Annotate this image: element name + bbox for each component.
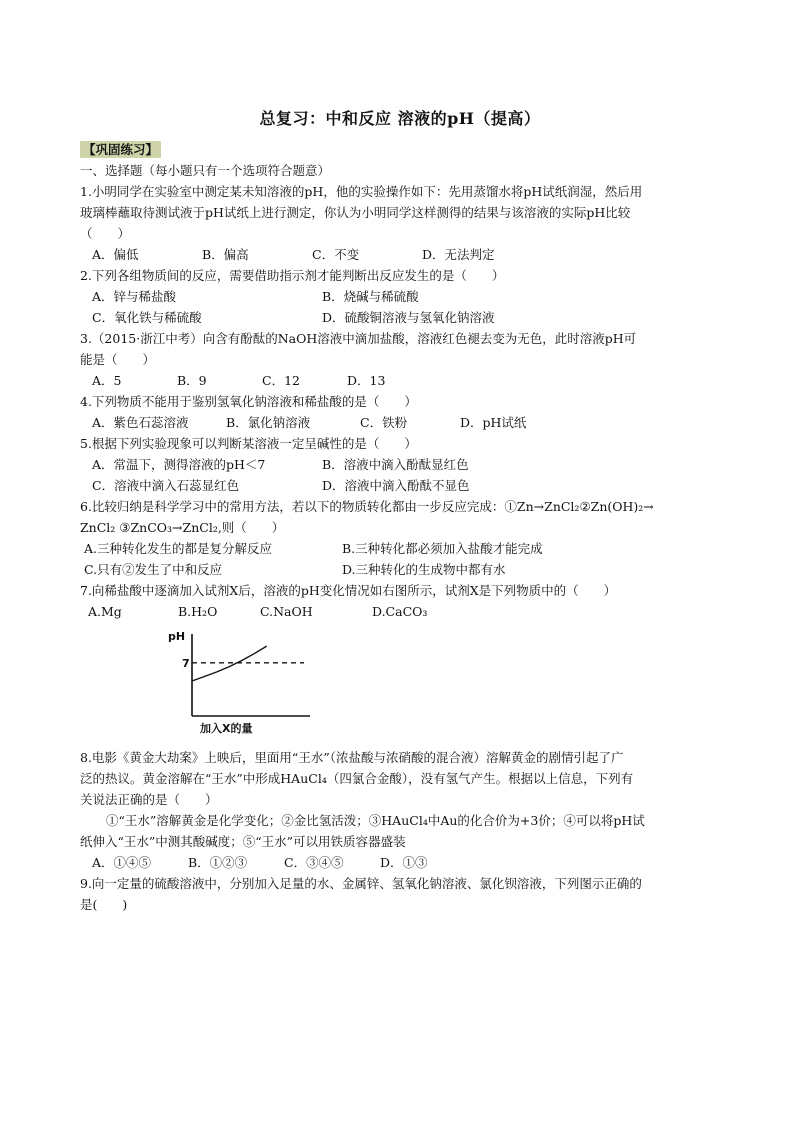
ph-curve-series-0 (192, 646, 267, 681)
q1-option-b: B．偏高 (202, 247, 249, 262)
q4-option-a: A．紫色石蕊溶液 (92, 415, 189, 430)
q6-option-c: C.只有②发生了中和反应 (84, 562, 223, 577)
q3-options (80, 370, 720, 391)
q8-stem-line4: ①“王水”溶解黄金是化学变化；②金比氢活泼；③HAuCl₄中Au的化合价为+3价；④可以将pH试 (106, 813, 645, 828)
q7-option-a: A.Mg (88, 604, 122, 619)
q8-option-d: D．①③ (380, 855, 428, 870)
q8-stem-line2: 泛的热议。黄金溶解在“王水”中形成HAuCl₄（四氯合金酸），没有氢气产生。根据以上信息，下列有 (80, 771, 634, 786)
ph-chart-container (162, 628, 720, 741)
q8-options (80, 852, 720, 873)
q8-stem-line3: 关说法正确的是（ ） (80, 792, 218, 807)
q3-option-b: B．9 (177, 373, 207, 388)
q1-stem-line1: 1.小明同学在实验室中测定某未知溶液的pH，他的实验操作如下：先用蒸馏水将pH试纸润湿，然后用 (80, 184, 643, 199)
q1-option-c: C．不变 (312, 247, 360, 262)
q5-option-a: A．常温下，测得溶液的pH＜7 (92, 457, 266, 472)
q2-options-row1 (80, 286, 720, 307)
section-heading: 一、选择题（每小题只有一个选项符合题意） (80, 163, 331, 178)
q1-options (80, 244, 720, 265)
q6-options-row2 (80, 559, 720, 580)
q6-stem-line2: ZnCl₂ ③ZnCO₃→ZnCl₂,则（ ） (80, 520, 285, 535)
q3-stem-line1: 3.（2015·浙江中考）向含有酚酞的NaOH溶液中滴加盐酸，溶液红色褪去变为无色，此时溶液pH可 (80, 331, 637, 346)
q4-stem: 4.下列物质不能用于鉴别氢氧化钠溶液和稀盐酸的是（ ） (80, 394, 417, 409)
q3-option-a: A．5 (92, 373, 122, 388)
q2-options-row2 (80, 307, 720, 328)
page-title: 总复习：中和反应 溶液的pH（提高） (259, 109, 541, 128)
q9-stem-line2: 是( ) (80, 897, 128, 912)
worksheet-page (80, 100, 720, 915)
y-axis-label: pH (168, 630, 186, 643)
q4-options (80, 412, 720, 433)
x-axis-label: 加入X的量 (200, 722, 253, 735)
q7-options (80, 601, 720, 622)
q1-stem-line3: （ ） (80, 226, 131, 241)
q4-option-b: B．氯化钠溶液 (226, 415, 311, 430)
q4-option-c: C．铁粉 (360, 415, 408, 430)
q8-option-b: B．①②③ (188, 855, 248, 870)
y-tick-label-7: 7 (182, 656, 190, 670)
q9-stem-line1: 9.向一定量的硫酸溶液中，分别加入足量的水、金属锌、氢氧化钠溶液、氯化钡溶液，下列图示正确的 (80, 876, 642, 891)
q3-stem-line2: 能是（ ） (80, 352, 156, 367)
q8-stem-line1: 8.电影《黄金大劫案》上映后，里面用“王水”（浓盐酸与浓硝酸的混合液）溶解黄金的剧情引起了广 (80, 750, 624, 765)
ph-chart (162, 628, 312, 738)
q7-option-c: C.NaOH (260, 604, 313, 619)
q5-stem: 5.根据下列实验现象可以判断某溶液一定呈碱性的是（ ） (80, 436, 417, 451)
q5-option-c: C．溶液中滴入石蕊显红色 (92, 478, 240, 493)
q2-option-c: C．氧化铁与稀硫酸 (92, 310, 202, 325)
q6-option-d: D.三种转化的生成物中都有水 (342, 562, 506, 577)
q8-option-a: A．①④⑤ (92, 855, 152, 870)
q7-stem: 7.向稀盐酸中逐滴加入试剂X后，溶液的pH变化情况如右图所示，试剂X是下列物质中的（ ） (80, 583, 617, 598)
q5-option-d: D．溶液中滴入酚酞不显色 (322, 478, 470, 493)
q3-option-c: C．12 (262, 373, 300, 388)
q6-option-a: A.三种转化发生的都是复分解反应 (84, 541, 273, 556)
q7-option-b: B.H₂O (178, 604, 218, 619)
q6-options-row1 (80, 538, 720, 559)
q5-options-row2 (80, 475, 720, 496)
q7-option-d: D.CaCO₃ (372, 604, 428, 619)
section-badge: 【巩固练习】 (80, 141, 161, 158)
q5-option-b: B．溶液中滴入酚酞显红色 (322, 457, 469, 472)
q4-option-d: D．pH试纸 (460, 415, 527, 430)
q2-option-b: B．烧碱与稀硫酸 (322, 289, 419, 304)
q5-options-row1 (80, 454, 720, 475)
q1-stem-line2: 玻璃棒蘸取待测试液于pH试纸上进行测定，你认为小明同学这样测得的结果与该溶液的实际pH比较 (80, 205, 631, 220)
q1-option-a: A．偏低 (92, 247, 139, 262)
q3-option-d: D．13 (347, 373, 386, 388)
q8-stem-line5: 纸伸入“王水”中测其酸碱度；⑤“王水”可以用铁质容器盛装 (80, 834, 406, 849)
q1-option-d: D．无法判定 (422, 247, 495, 262)
q2-option-d: D．硫酸铜溶液与氢氧化钠溶液 (322, 310, 495, 325)
q8-option-c: C．③④⑤ (284, 855, 344, 870)
q6-stem-line1: 6.比较归纳是科学学习中的常用方法，若以下的物质转化都由一步反应完成：①Zn→ZnCl₂②Zn(OH)₂→ (80, 499, 654, 514)
q2-stem: 2.下列各组物质间的反应，需要借助指示剂才能判断出反应发生的是（ ） (80, 268, 505, 283)
q2-option-a: A．锌与稀盐酸 (92, 289, 177, 304)
q6-option-b: B.三种转化都必须加入盐酸才能完成 (342, 541, 543, 556)
